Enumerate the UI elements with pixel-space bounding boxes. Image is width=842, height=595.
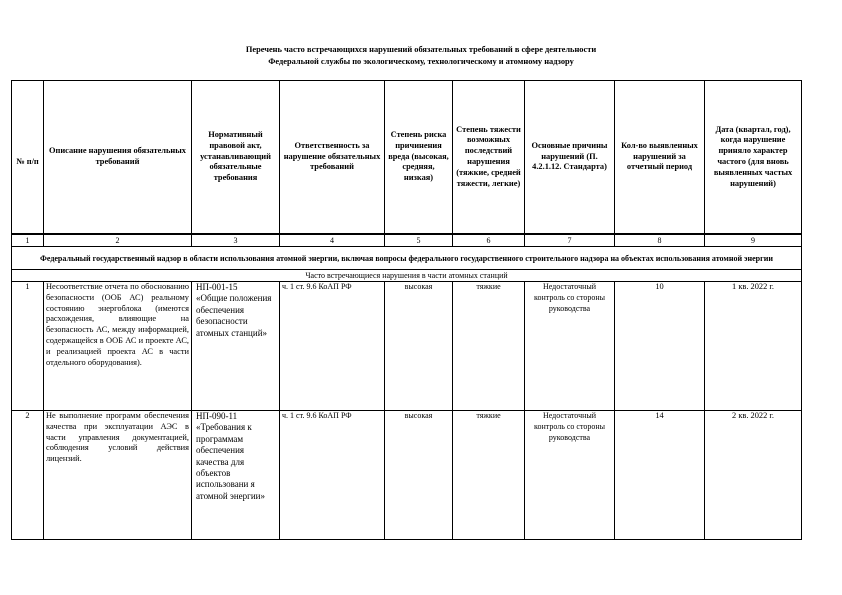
row-cause: Недостаточный контроль со стороны руководства — [525, 282, 615, 411]
column-number: 6 — [453, 235, 525, 247]
section-row — [12, 247, 802, 270]
column-number: 4 — [280, 235, 385, 247]
row-severity: тяжкие — [453, 411, 525, 540]
table-row — [12, 411, 802, 540]
header-risk: Степень риска причинения вреда (высокая, средняя, низкая) — [385, 81, 453, 234]
row-number: 1 — [12, 282, 44, 411]
header-row — [12, 81, 802, 234]
column-numbers-row — [12, 235, 802, 247]
row-date: 1 кв. 2022 г. — [705, 282, 802, 411]
row-number: 2 — [12, 411, 44, 540]
row-liability: ч. 1 ст. 9.6 КоАП РФ — [280, 411, 385, 540]
column-number: 2 — [44, 235, 192, 247]
column-number: 3 — [192, 235, 280, 247]
header-causes: Основные причины нарушений (П. 4.2.1.12. Стандарта) — [525, 81, 615, 234]
table-row — [12, 282, 802, 411]
row-date: 2 кв. 2022 г. — [705, 411, 802, 540]
row-count: 10 — [615, 282, 705, 411]
header-count: Кол-во выявленных нарушений за отчетный период — [615, 81, 705, 234]
norm-code: НП-090-11 — [196, 411, 238, 421]
subsection-row — [12, 270, 802, 282]
title-line-2: Федеральной службы по экологическому, технологическому и атомному надзору — [268, 57, 574, 66]
row-description: Несоответствие отчета по обоснованию безопасности (ООБ АС) реальному состоянию энергоблока (имеются расхождения, влияющие на безопасность АС, между информацией, содержащейся в ООБ АС и проекте АС, и реализацией проекта АС в части отдельного оборудования). — [44, 282, 192, 411]
header-number: № п/п — [12, 81, 44, 234]
column-number: 1 — [12, 235, 44, 247]
norm-name: «Требования к программам обеспечения качества для объектов использовани я атомной энергии» — [196, 422, 265, 501]
column-number: 5 — [385, 235, 453, 247]
section-title: Федеральный государственный надзор в области использования атомной энергии, включая вопросы федерального государственного строительного надзора на объектах использования атомной энергии — [12, 247, 802, 270]
norm-code: НП-001-15 — [196, 282, 238, 292]
row-norm-act — [192, 411, 280, 540]
column-number: 9 — [705, 235, 802, 247]
header-norm-act: Нормативный правовой акт, устанавливающий обязательные требования — [192, 81, 280, 234]
norm-name: «Общие положения обеспечения безопасности атомных станций» — [196, 293, 272, 338]
row-risk: высокая — [385, 411, 453, 540]
column-number: 7 — [525, 235, 615, 247]
header-description: Описание нарушения обязательных требований — [44, 81, 192, 234]
row-liability: ч. 1 ст. 9.6 КоАП РФ — [280, 282, 385, 411]
header-liability: Ответственность за нарушение обязательных требований — [280, 81, 385, 234]
subsection-title: Часто встречающиеся нарушения в части атомных станций — [12, 270, 802, 282]
title-line-1: Перечень часто встречающихся нарушений обязательных требований в сфере деятельности — [245, 45, 597, 54]
row-description: Не выполнение программ обеспечения качества при эксплуатации АЭС в части управления документацией, соблюдения условий действия лицензий. — [44, 411, 192, 540]
row-count: 14 — [615, 411, 705, 540]
document-title — [0, 44, 842, 68]
row-severity: тяжкие — [453, 282, 525, 411]
row-norm-act — [192, 282, 280, 411]
row-cause: Недостаточный контроль со стороны руководства — [525, 411, 615, 540]
header-table — [11, 80, 802, 234]
header-date: Дата (квартал, год), когда нарушение приняло характер частого (для вновь выявленных частых нарушений) — [705, 81, 802, 234]
violations-table — [11, 234, 802, 540]
row-risk: высокая — [385, 282, 453, 411]
header-severity: Степень тяжести возможных последствий нарушения (тяжкие, средней тяжести, легкие) — [453, 81, 525, 234]
column-number: 8 — [615, 235, 705, 247]
